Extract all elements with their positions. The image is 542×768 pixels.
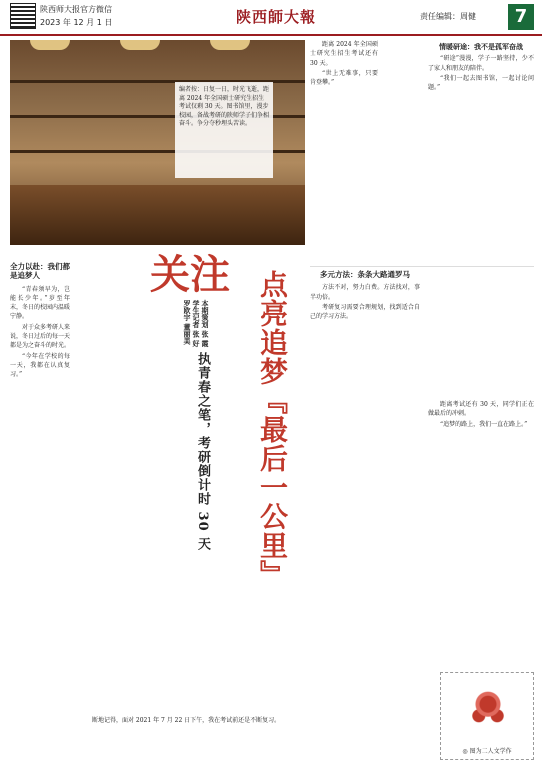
- page-header: [0, 0, 542, 36]
- library-photo: [10, 40, 305, 245]
- paragraph: “今年在学校的每一天，我都在认真复习。”: [10, 352, 70, 379]
- author-line: 学生记者 张 好: [192, 300, 201, 347]
- qr-code: [10, 3, 36, 29]
- column-2: [310, 40, 378, 266]
- paragraph: “青春须早为，岂能长少年。”岁至年末，冬日的校园内温暖宁静。: [10, 285, 70, 321]
- author-line: 本期策划 张 霞: [201, 300, 210, 347]
- photo-caption: 编者按：日复一日，时光飞逝，距离 2024 年全国硕士研究生招生考试仅剩 30 天。图书馆里，漫步校园，备战考研的陕师学子们争相奋斗。争分夺秒埋头苦读。: [175, 82, 273, 178]
- feature-subtitle: 执青春之笔，考研倒计时 30 天: [195, 352, 210, 552]
- paragraph: “我们一起去图书馆，一起讨论问题。”: [428, 74, 534, 92]
- header-editor: 责任编辑：周健: [420, 12, 476, 21]
- illustration-frame: [440, 672, 534, 760]
- figure-caption: ◎ 图为二人文学作: [462, 748, 512, 755]
- paragraph: 对于众多考研人来说，冬日过后的每一天都是为之奋斗的时光。: [10, 323, 70, 350]
- paragraph: 距离 2024 年全国硕士研究生招生考试还有 30 天。: [310, 41, 378, 67]
- column-2b: [80, 716, 305, 766]
- feature-tag: 关注: [150, 251, 230, 298]
- header-date: 2023 年 12 月 1 日: [40, 18, 113, 27]
- paragraph: “研途”漫漫，学子一路坚持，少不了家人和朋友的陪伴。: [428, 55, 534, 72]
- column-3: [310, 270, 420, 758]
- column-1: [10, 262, 70, 758]
- feature-authors: [170, 300, 210, 347]
- paragraph: 断地记得，面对 2021 年 7 月 22 日下午，我在考试前还是不断复习。: [92, 717, 281, 724]
- study-desk: [10, 185, 305, 245]
- section-heading: 情暖研途：我不是孤军奋战: [439, 42, 523, 51]
- column-4: [428, 40, 534, 395]
- section-heading: 多元方法：条条大路通罗马: [320, 270, 410, 279]
- paragraph: “世上无难事，只要肯登攀。”: [310, 69, 378, 87]
- feature-title: 点亮追梦『最后一公里』: [256, 270, 289, 589]
- paragraph: 距离考试还有 30 天，同学们正在做最后的冲刺。: [428, 401, 534, 418]
- lamp-icon: [120, 40, 160, 50]
- page-number: 7: [508, 4, 534, 30]
- paragraph: “追梦的路上，我们一直在路上。”: [440, 420, 528, 428]
- newspaper-logo: 陕西師大報: [236, 8, 317, 26]
- lamp-icon: [210, 40, 250, 50]
- lamp-icon: [30, 40, 70, 50]
- column-5: [428, 400, 534, 670]
- flower-illustration: [465, 681, 511, 739]
- paragraph: 考研复习需要合理规划，找到适合自己的学习方法。: [310, 303, 420, 321]
- header-source: 陕西师大报官方微信: [40, 5, 112, 14]
- section-heading: 全力以赴：我们都是追梦人: [10, 262, 70, 281]
- author-line: 罗欧宇 董丽美: [183, 300, 192, 345]
- paragraph: 方法不对，努力白费。方法找对，事半功倍。: [310, 284, 420, 301]
